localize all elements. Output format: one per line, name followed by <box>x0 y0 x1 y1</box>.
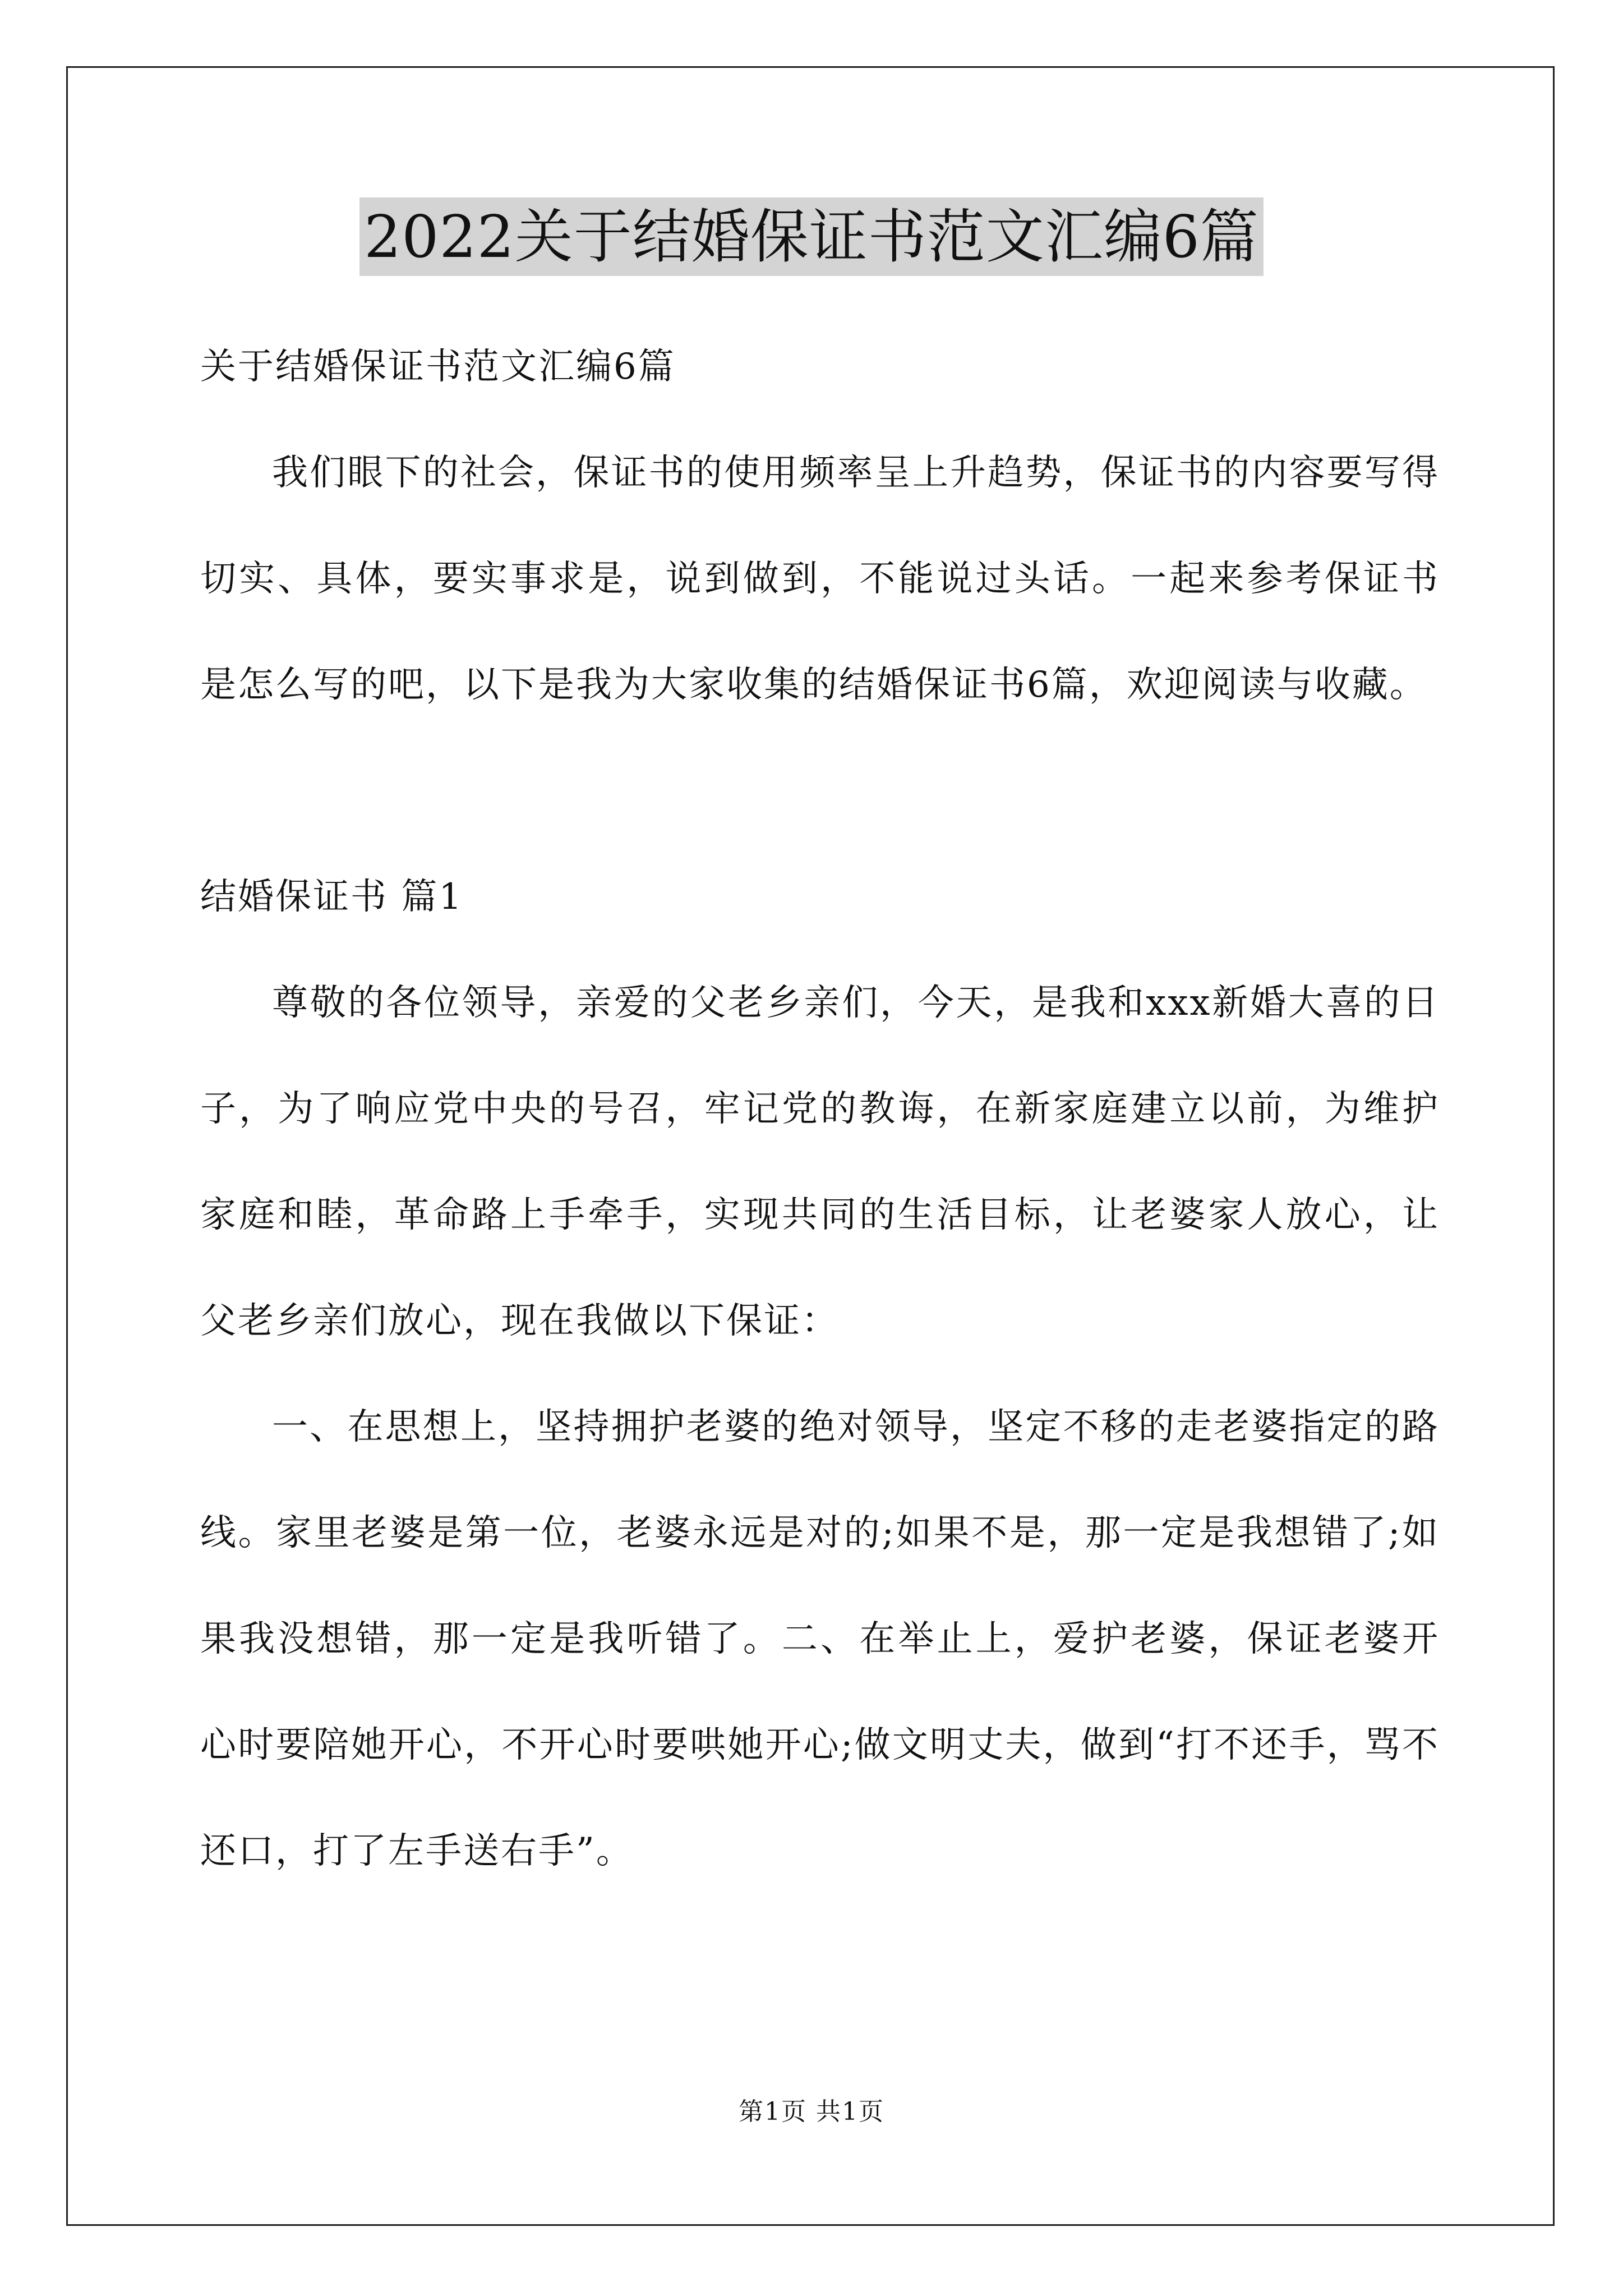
intro-paragraph: 我们眼下的社会，保证书的使用频率呈上升趋势，保证书的内容要写得切实、具体，要实事求是，说到做到，不能说过头话。一起来参考保证书是怎么写的吧，以下是我为大家收集的结婚保证书6篇，欢迎阅读与收藏。 <box>200 452 1440 706</box>
document-subtitle: 关于结婚保证书范文汇编6篇 <box>200 346 676 388</box>
section-heading: 结婚保证书 篇1 <box>200 876 464 918</box>
section-spacer <box>200 738 1440 844</box>
title-container <box>0 197 1623 276</box>
document-title: 2022关于结婚保证书范文汇编6篇 <box>359 197 1264 276</box>
page-footer: 第1页 共1页 <box>739 2097 884 2126</box>
body-paragraph: 一、在思想上，坚持拥护老婆的绝对领导，坚定不移的走老婆指定的路线。家里老婆是第一位，老婆永远是对的;如果不是，那一定是我想错了;如果我没想错，那一定是我听错了。二、在举止上，爱护老婆，保证老婆开心时要陪她开心，不开心时要哄她开心;做文明丈夫，做到“打不还手，骂不还口，打了左手送右手”。 <box>200 1406 1440 1872</box>
body-paragraph: 尊敬的各位领导，亲爱的父老乡亲们，今天，是我和xxx新婚大喜的日子，为了响应党中央的号召，牢记党的教诲，在新家庭建立以前，为维护家庭和睦，革命路上手牵手，实现共同的生活目标，让老婆家人放心，让父老乡亲们放心，现在我做以下保证： <box>200 982 1440 1342</box>
document-body <box>200 314 1440 1904</box>
